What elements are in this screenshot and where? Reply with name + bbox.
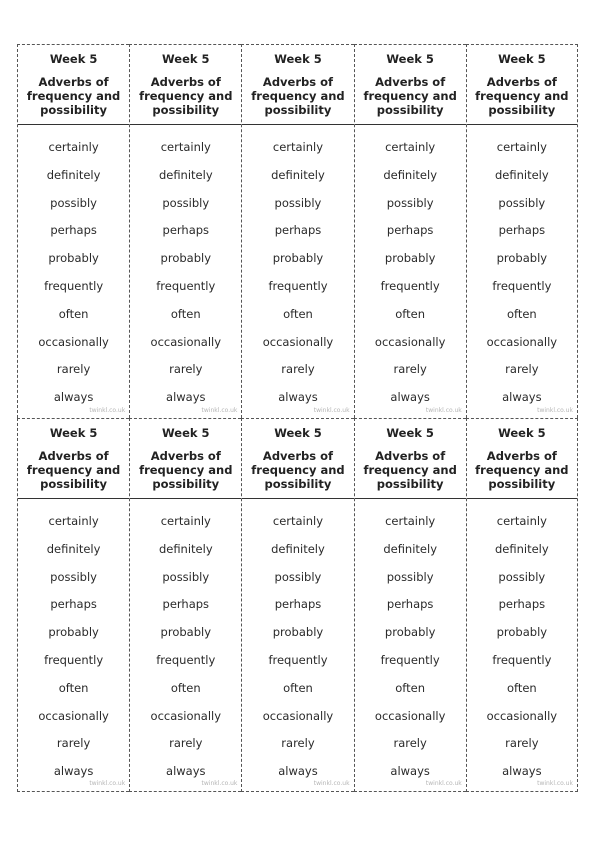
week-label: Week 5 bbox=[274, 426, 322, 440]
card-header bbox=[18, 419, 129, 499]
spelling-word: perhaps bbox=[386, 597, 434, 612]
spelling-word: perhaps bbox=[386, 223, 434, 238]
spelling-word: frequently bbox=[492, 278, 552, 293]
card-header bbox=[130, 45, 241, 125]
spelling-word: often bbox=[170, 306, 201, 321]
spelling-word: possibly bbox=[498, 195, 546, 210]
word-list bbox=[242, 125, 353, 412]
spelling-word: perhaps bbox=[162, 223, 210, 238]
spelling-word: definitely bbox=[271, 541, 325, 556]
word-list bbox=[18, 499, 129, 786]
spelling-word: definitely bbox=[383, 541, 437, 556]
week-label: Week 5 bbox=[386, 426, 434, 440]
card-header bbox=[130, 419, 241, 499]
spelling-word: probably bbox=[496, 625, 548, 640]
spelling-word: rarely bbox=[505, 736, 539, 751]
spelling-card bbox=[354, 418, 466, 792]
card-header bbox=[355, 45, 466, 125]
spelling-word: frequently bbox=[156, 278, 216, 293]
week-label: Week 5 bbox=[498, 426, 546, 440]
spelling-word: always bbox=[166, 764, 206, 779]
card-title: Adverbs of frequency and possibility bbox=[251, 449, 345, 491]
spelling-word: certainly bbox=[48, 514, 99, 528]
spelling-word: definitely bbox=[46, 541, 101, 556]
card-title: Adverbs of frequency and possibility bbox=[139, 75, 233, 117]
spelling-word: certainly bbox=[385, 140, 436, 154]
watermark: twinkl.co.uk bbox=[89, 407, 126, 414]
week-label: Week 5 bbox=[49, 52, 98, 66]
spelling-word: always bbox=[166, 390, 206, 405]
spelling-word: possibly bbox=[274, 569, 322, 584]
spelling-word: perhaps bbox=[498, 223, 546, 238]
spelling-word: probably bbox=[160, 251, 212, 266]
card-title: Adverbs of frequency and possibility bbox=[363, 449, 457, 491]
week-label: Week 5 bbox=[386, 52, 434, 66]
spelling-word: always bbox=[53, 390, 94, 405]
spelling-word: rarely bbox=[281, 362, 315, 377]
watermark: twinkl.co.uk bbox=[201, 407, 238, 414]
spelling-word: probably bbox=[272, 251, 324, 266]
spelling-word: often bbox=[170, 680, 201, 695]
spelling-word: always bbox=[502, 390, 542, 405]
spelling-word: occasionally bbox=[150, 708, 222, 723]
week-label: Week 5 bbox=[49, 426, 98, 440]
spelling-word: rarely bbox=[56, 736, 91, 751]
spelling-word: possibly bbox=[274, 195, 322, 210]
spelling-word: rarely bbox=[393, 362, 427, 377]
spelling-word: possibly bbox=[162, 569, 210, 584]
card-title: Adverbs of frequency and possibility bbox=[139, 449, 233, 491]
watermark: twinkl.co.uk bbox=[425, 407, 462, 414]
spelling-word: rarely bbox=[169, 362, 203, 377]
card-header bbox=[242, 45, 353, 125]
spelling-word: certainly bbox=[160, 140, 211, 154]
spelling-word: probably bbox=[272, 625, 324, 640]
spelling-word: often bbox=[283, 306, 313, 321]
word-list bbox=[130, 499, 241, 786]
card-title: Adverbs of frequency and possibility bbox=[251, 75, 345, 117]
spelling-card bbox=[466, 44, 578, 418]
spelling-word: often bbox=[506, 680, 537, 695]
spelling-word: frequently bbox=[44, 278, 104, 293]
spelling-word: occasionally bbox=[374, 708, 446, 723]
spelling-word: certainly bbox=[496, 514, 547, 528]
spelling-card-sheet bbox=[17, 44, 578, 792]
spelling-word: occasionally bbox=[374, 334, 446, 349]
spelling-word: always bbox=[278, 764, 318, 779]
spelling-word: possibly bbox=[50, 195, 97, 210]
spelling-word: often bbox=[58, 680, 89, 695]
spelling-word: probably bbox=[384, 625, 436, 640]
spelling-card bbox=[241, 44, 353, 418]
spelling-word: occasionally bbox=[38, 708, 109, 723]
watermark: twinkl.co.uk bbox=[537, 407, 573, 414]
watermark: twinkl.co.uk bbox=[89, 780, 126, 787]
spelling-word: certainly bbox=[160, 514, 211, 528]
spelling-word: perhaps bbox=[50, 223, 97, 238]
spelling-word: possibly bbox=[386, 195, 434, 210]
spelling-word: perhaps bbox=[274, 597, 322, 612]
spelling-word: occasionally bbox=[262, 708, 334, 723]
watermark: twinkl.co.uk bbox=[313, 407, 350, 414]
spelling-word: frequently bbox=[380, 278, 440, 293]
spelling-word: certainly bbox=[48, 140, 99, 154]
spelling-word: occasionally bbox=[486, 708, 558, 723]
word-list bbox=[467, 125, 577, 412]
word-list bbox=[242, 499, 353, 786]
word-list bbox=[467, 499, 577, 786]
card-header bbox=[242, 419, 353, 499]
spelling-word: always bbox=[390, 390, 430, 405]
spelling-word: perhaps bbox=[50, 597, 97, 612]
spelling-card bbox=[354, 44, 466, 418]
spelling-word: certainly bbox=[385, 514, 436, 528]
spelling-word: perhaps bbox=[162, 597, 210, 612]
week-label: Week 5 bbox=[274, 52, 322, 66]
watermark: twinkl.co.uk bbox=[537, 780, 573, 787]
spelling-word: definitely bbox=[158, 541, 213, 556]
card-header bbox=[18, 45, 129, 125]
spelling-word: definitely bbox=[383, 167, 437, 182]
spelling-word: rarely bbox=[393, 736, 427, 751]
spelling-word: frequently bbox=[492, 652, 552, 667]
watermark: twinkl.co.uk bbox=[201, 780, 238, 787]
card-header bbox=[467, 419, 577, 499]
card-title: Adverbs of frequency and possibility bbox=[26, 75, 121, 117]
spelling-word: definitely bbox=[46, 167, 101, 182]
spelling-card bbox=[17, 418, 129, 792]
spelling-word: occasionally bbox=[150, 334, 222, 349]
spelling-card bbox=[466, 418, 578, 792]
card-header bbox=[355, 419, 466, 499]
spelling-word: perhaps bbox=[498, 597, 546, 612]
spelling-word: rarely bbox=[281, 736, 315, 751]
spelling-word: often bbox=[395, 680, 426, 695]
spelling-word: frequently bbox=[268, 278, 328, 293]
spelling-card bbox=[241, 418, 353, 792]
card-title: Adverbs of frequency and possibility bbox=[26, 449, 121, 491]
spelling-word: probably bbox=[48, 625, 99, 640]
spelling-word: definitely bbox=[271, 167, 325, 182]
spelling-word: frequently bbox=[156, 652, 216, 667]
spelling-word: often bbox=[395, 306, 426, 321]
card-title: Adverbs of frequency and possibility bbox=[475, 449, 569, 491]
card-header bbox=[467, 45, 577, 125]
card-row bbox=[17, 44, 578, 418]
spelling-word: often bbox=[506, 306, 537, 321]
spelling-word: always bbox=[390, 764, 430, 779]
card-row bbox=[17, 418, 578, 792]
spelling-word: possibly bbox=[162, 195, 210, 210]
watermark: twinkl.co.uk bbox=[313, 780, 350, 787]
card-title: Adverbs of frequency and possibility bbox=[475, 75, 569, 117]
spelling-word: probably bbox=[496, 251, 548, 266]
word-list bbox=[130, 125, 241, 412]
spelling-word: certainly bbox=[496, 140, 547, 154]
spelling-word: perhaps bbox=[274, 223, 322, 238]
spelling-word: occasionally bbox=[486, 334, 558, 349]
week-label: Week 5 bbox=[162, 52, 210, 66]
spelling-word: probably bbox=[48, 251, 99, 266]
spelling-word: rarely bbox=[505, 362, 539, 377]
spelling-word: frequently bbox=[380, 652, 440, 667]
spelling-word: often bbox=[58, 306, 89, 321]
spelling-word: occasionally bbox=[262, 334, 334, 349]
word-list bbox=[355, 499, 466, 786]
spelling-word: always bbox=[278, 390, 318, 405]
spelling-word: rarely bbox=[56, 362, 91, 377]
spelling-word: possibly bbox=[386, 569, 434, 584]
week-label: Week 5 bbox=[162, 426, 210, 440]
watermark: twinkl.co.uk bbox=[425, 780, 462, 787]
spelling-word: occasionally bbox=[38, 334, 109, 349]
word-list bbox=[355, 125, 466, 412]
spelling-word: frequently bbox=[44, 652, 104, 667]
spelling-word: frequently bbox=[268, 652, 328, 667]
spelling-word: certainly bbox=[272, 514, 324, 528]
week-label: Week 5 bbox=[498, 52, 546, 66]
spelling-word: often bbox=[283, 680, 313, 695]
spelling-word: probably bbox=[160, 625, 212, 640]
spelling-word: definitely bbox=[158, 167, 213, 182]
word-list bbox=[18, 125, 129, 412]
spelling-word: possibly bbox=[50, 569, 97, 584]
spelling-card bbox=[17, 44, 129, 418]
spelling-word: definitely bbox=[495, 167, 549, 182]
spelling-word: certainly bbox=[272, 140, 324, 154]
spelling-word: probably bbox=[384, 251, 436, 266]
spelling-word: possibly bbox=[498, 569, 546, 584]
spelling-word: always bbox=[53, 764, 94, 779]
spelling-word: always bbox=[502, 764, 542, 779]
spelling-card bbox=[129, 418, 241, 792]
spelling-word: rarely bbox=[169, 736, 203, 751]
spelling-card bbox=[129, 44, 241, 418]
card-title: Adverbs of frequency and possibility bbox=[363, 75, 457, 117]
spelling-word: definitely bbox=[495, 541, 549, 556]
